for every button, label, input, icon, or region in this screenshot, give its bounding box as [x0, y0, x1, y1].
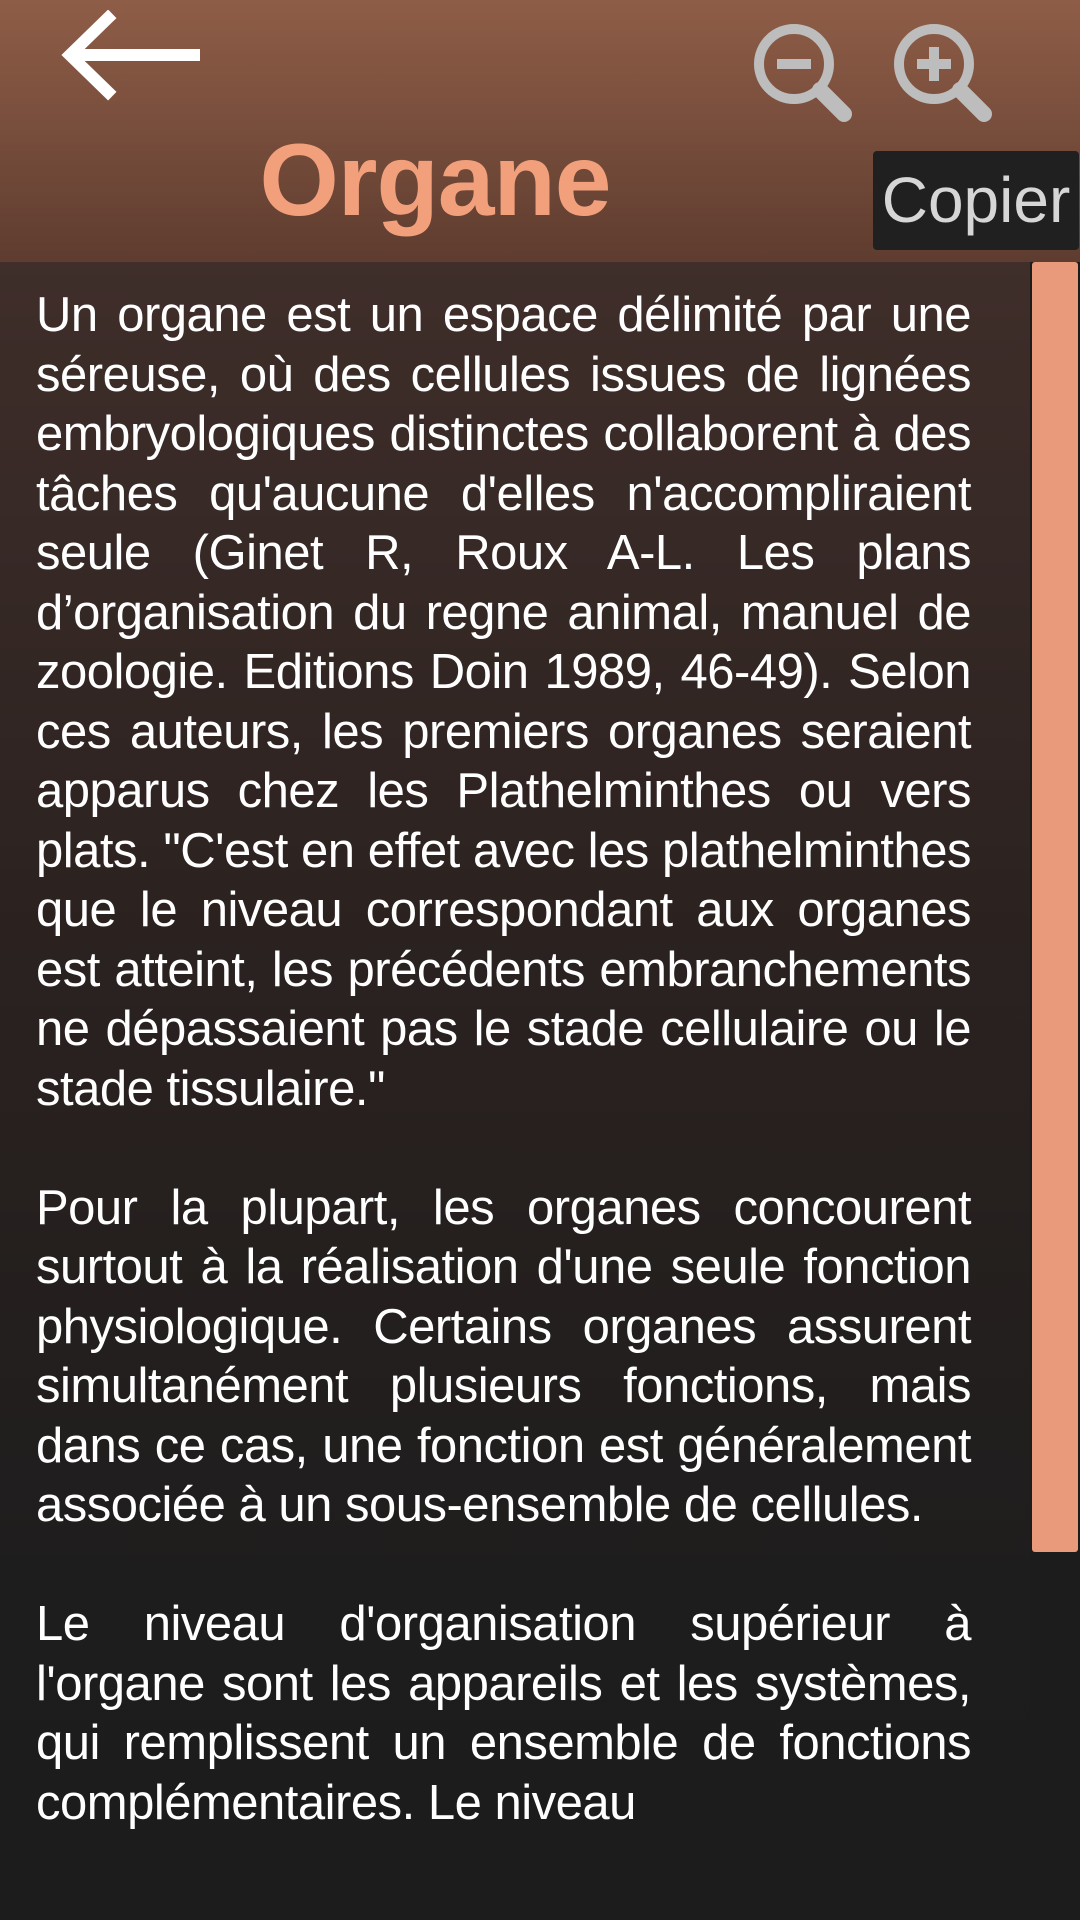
copy-button[interactable]: Copier — [873, 151, 1079, 250]
back-button[interactable] — [60, 10, 210, 110]
zoom-in-button[interactable] — [888, 14, 998, 124]
article-paragraph-3: Le niveau d'organisation supérieur à l'organe sont les appareils et les systèmes, qui remplissent un ensemble de fonctions complémentaires. Le niveau — [36, 1597, 971, 1830]
page-title: Organe — [259, 123, 611, 237]
zoom-out-button[interactable] — [748, 14, 858, 124]
scrollbar-thumb[interactable] — [1032, 262, 1078, 1552]
article-paragraph-2: Pour la plupart, les organes concourent surtout à la réalisation d'une seule fonction physiologique. Certains organes assurent simultanément plusieurs fonctions, mais dans ce cas, une fonction est généralement associée à un sous-ensemble de cellules. — [36, 1180, 971, 1532]
article-paragraph-1: Un organe est un espace délimité par une séreuse, où des cellules issues de lignées embryologiques distinctes collaborent à des tâches qu'aucune d'elles n'accompliraient seule (Ginet R, Roux A-L. Les plans d’organisation du regne animal, manuel de zoologie. Editions Doin 1989, 46-49). Selon ces auteurs, les premiers organes seraient apparus chez les Plathelminthes ou vers plats. "C'est en effet avec les plathelminthes que le niveau correspondant aux organes est atteint, les précédents embranchements ne dépassaient pas le stade cellulaire ou le stade tissulaire." — [36, 288, 971, 1116]
article-scroll-area[interactable] — [0, 262, 1030, 1920]
arrow-left-icon — [60, 10, 210, 110]
article-body — [36, 286, 971, 1893]
zoom-in-icon — [888, 14, 998, 124]
app-header — [0, 0, 1080, 262]
zoom-out-icon — [748, 14, 858, 124]
